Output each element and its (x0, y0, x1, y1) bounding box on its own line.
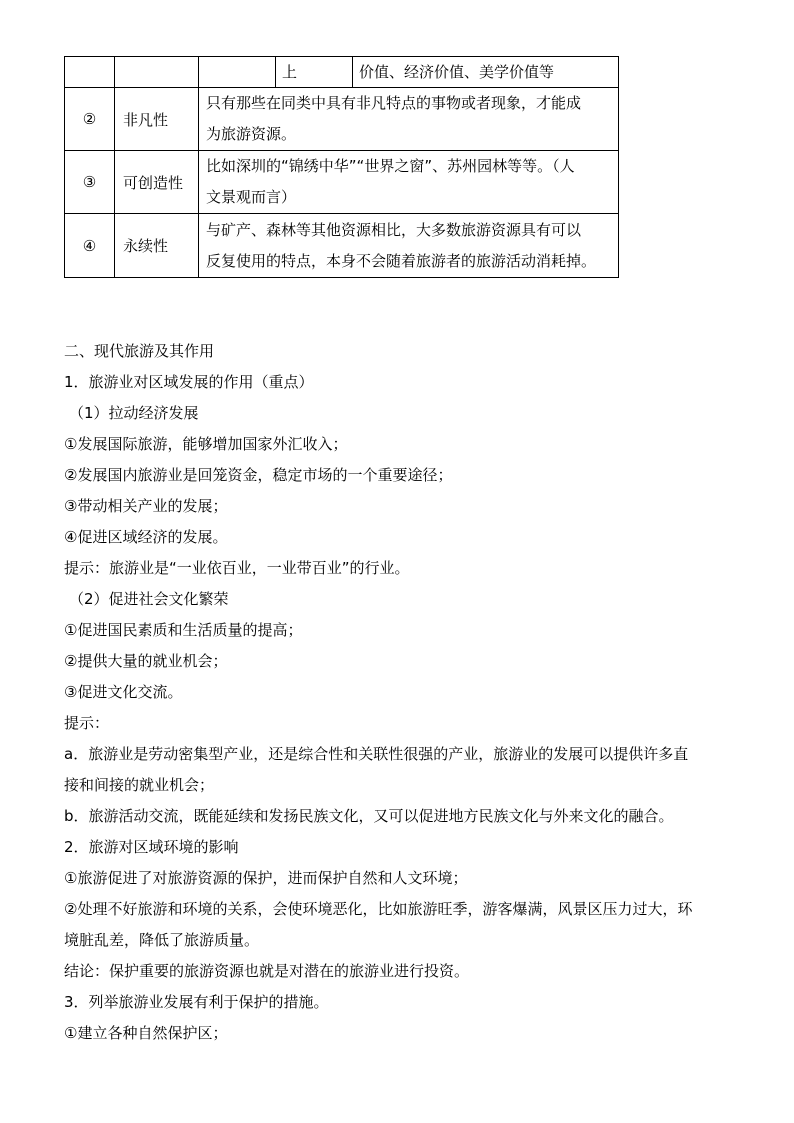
feature-name: 永续性 (115, 214, 199, 278)
description-line: 反复使用的特点，本身不会随着旅游者的旅游活动消耗掉。 (206, 251, 597, 270)
table-row (65, 214, 619, 278)
row-number: ③ (65, 151, 115, 214)
table-cell-empty (115, 57, 199, 88)
topic-heading: （1）拉动经济发展 (69, 404, 199, 422)
paragraph-line: b．旅游活动交流，既能延续和发扬民族文化，又可以促进地方民族文化与外来文化的融合。 (64, 807, 674, 825)
document-body (64, 336, 734, 1049)
hint-line: 提示：旅游业是“一业依百业，一业带百业”的行业。 (64, 559, 410, 577)
conclusion-line: 结论：保护重要的旅游资源也就是对潜在的旅游业进行投资。 (64, 962, 470, 980)
subsection-heading: 3．列举旅游业发展有利于保护的措施。 (64, 993, 329, 1011)
feature-description (199, 151, 619, 214)
paragraph-line: ①建立各种自然保护区； (64, 1024, 228, 1042)
paragraph-line: ①旅游促进了对旅游资源的保护，进而保护自然和人文环境； (64, 869, 468, 887)
feature-name: 可创造性 (115, 151, 199, 214)
table-row (65, 88, 619, 151)
description-line: 与矿产、森林等其他资源相比，大多数旅游资源具有可以 (206, 220, 582, 239)
table-cell-empty (65, 57, 115, 88)
subsection-heading: 1．旅游业对区域发展的作用（重点） (64, 373, 314, 391)
subsection-heading: 2．旅游对区域环境的影响 (64, 838, 239, 856)
paragraph-line: ④促进区域经济的发展。 (64, 528, 228, 546)
table-cell-fragment: 上 (276, 57, 353, 88)
tourism-resource-features-table (64, 56, 619, 278)
row-number: ④ (65, 214, 115, 278)
hint-label: 提示： (64, 714, 110, 732)
paragraph-line: 境脏乱差，降低了旅游质量。 (64, 931, 260, 949)
paragraph-line: ②处理不好旅游和环境的关系，会使环境恶化，比如旅游旺季，游客爆满，风景区压力过大，环 (64, 900, 693, 918)
paragraph-line: ①促进国民素质和生活质量的提高； (64, 621, 303, 639)
paragraph-line: a．旅游业是劳动密集型产业，还是综合性和关联性很强的产业，旅游业的发展可以提供许多直 (64, 745, 689, 763)
row-number: ② (65, 88, 115, 151)
paragraph-line: 接和间接的就业机会； (64, 776, 215, 794)
paragraph-line: ③促进文化交流。 (64, 683, 183, 701)
table-row (65, 57, 619, 88)
section-heading: 二、现代旅游及其作用 (64, 342, 215, 360)
description-line: 比如深圳的“锦绣中华”“世界之窗”、苏州园林等等。（人 (206, 157, 575, 175)
table-cell-empty (199, 57, 276, 88)
feature-description (199, 88, 619, 151)
table-cell-fragment: 价值、经济价值、美学价值等 (353, 57, 619, 88)
description-line: 只有那些在同类中具有非凡特点的事物或者现象，才能成 (206, 94, 582, 112)
topic-heading: （2）促进社会文化繁荣 (69, 590, 229, 608)
table-row (65, 151, 619, 214)
description-line: 文景观而言） (206, 188, 297, 206)
paragraph-line: ③带动相关产业的发展； (64, 497, 228, 515)
paragraph-line: ①发展国际旅游，能够增加国家外汇收入； (64, 435, 348, 453)
feature-name: 非凡性 (115, 88, 199, 151)
paragraph-line: ②发展国内旅游业是回笼资金，稳定市场的一个重要途径； (64, 466, 453, 484)
paragraph-line: ②提供大量的就业机会； (64, 652, 228, 670)
feature-description (199, 214, 619, 278)
description-line: 为旅游资源。 (206, 125, 297, 143)
